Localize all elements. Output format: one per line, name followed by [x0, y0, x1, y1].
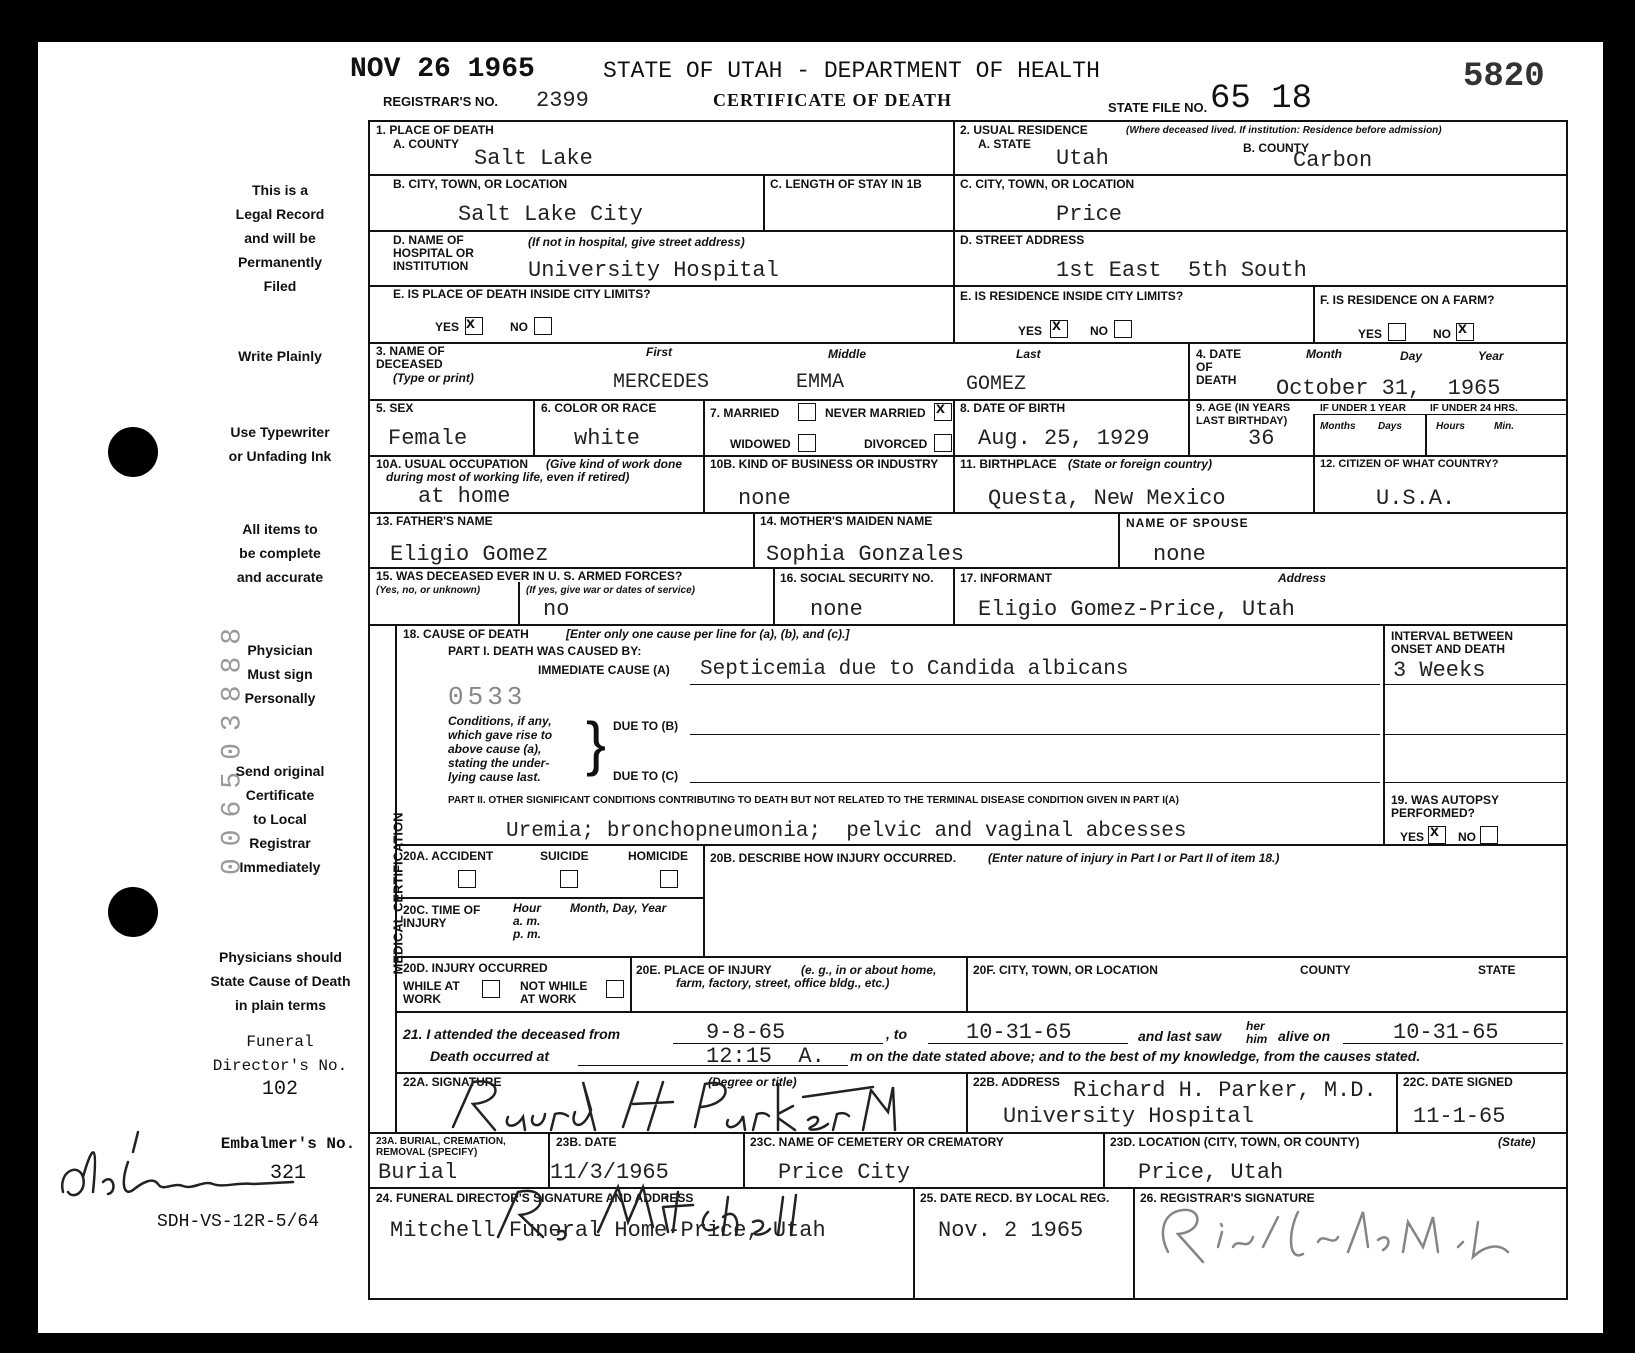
grid-line: [953, 567, 955, 624]
funeral-director-label: Funeral Director's No.: [212, 1033, 348, 1075]
label-age: 9. AGE (IN YEARS LAST BIRTHDAY): [1196, 402, 1291, 427]
check-mark: x: [1430, 823, 1439, 840]
state-file-label: STATE FILE NO.: [1108, 100, 1208, 115]
vertical-serial-number: 006503888: [217, 615, 249, 876]
label-citizen: 12. CITIZEN OF WHAT COUNTRY?: [1320, 458, 1499, 470]
value-phys-address: University Hospital: [1003, 1104, 1254, 1129]
label-due-to-b: DUE TO (B): [613, 719, 679, 733]
label-death-occurred-at: Death occurred at: [430, 1048, 550, 1064]
label-address: Address: [1278, 571, 1327, 585]
checkbox-res-inside-no[interactable]: [1114, 320, 1132, 338]
label-middle: Middle: [828, 347, 866, 361]
label-months: Months: [1320, 421, 1356, 432]
label-date-received: 25. DATE RECD. BY LOCAL REG.: [920, 1191, 1110, 1205]
label-homicide: HOMICIDE: [628, 849, 688, 863]
grid-line: [690, 684, 1380, 685]
embalmer-no: 321: [269, 1162, 306, 1185]
value-occupation: at home: [418, 484, 511, 509]
value-father: Eligio Gomez: [390, 542, 549, 567]
label-race: 6. COLOR OR RACE: [541, 401, 657, 415]
value-city: Salt Lake City: [458, 202, 643, 227]
grid-line: [1313, 285, 1315, 342]
value-attended-from: 9-8-65: [706, 1020, 786, 1045]
value-citizen: U.S.A.: [1376, 486, 1456, 511]
label-farm: F. IS RESIDENCE ON A FARM?: [1320, 293, 1495, 307]
sidebar-send-original: Send original Certificate to Local Registrar Immediately: [235, 763, 325, 875]
punch-hole-top: [108, 427, 158, 477]
grid-line: [966, 1072, 968, 1132]
value-street: 1st East 5th South: [1056, 258, 1307, 283]
grid-line: [368, 512, 1568, 514]
grid-line: [1313, 455, 1315, 512]
label-month-day-year: Month, Day, Year: [570, 901, 667, 915]
label-location-state: (State): [1498, 1135, 1536, 1149]
form-number: SDH-VS-12R-5/64: [156, 1212, 320, 1232]
value-interval-a: 3 Weeks: [1393, 658, 1486, 683]
sidebar-physician-sign: Physician Must sign Personally: [244, 642, 316, 706]
physician-signature: [433, 1072, 903, 1142]
sidebar-legal-record: This is a Legal Record and will be Permanently Filed: [235, 182, 325, 294]
label-business: 10B. KIND OF BUSINESS OR INDUSTRY: [710, 457, 939, 471]
grid-line: [368, 174, 1568, 176]
label-injury-city: 20F. CITY, TOWN, OR LOCATION: [973, 963, 1158, 977]
label-interval: INTERVAL BETWEEN ONSET AND DEATH: [1391, 629, 1514, 656]
label-no: NO: [510, 320, 528, 334]
label-conditions: Conditions, if any, which gave rise to above cause (a), stating the under- lying cause last.: [448, 714, 553, 784]
label-not-while-at-work: NOT WHILE AT WORK: [520, 979, 588, 1006]
grid-line: [368, 230, 1568, 232]
embalmer-label: Embalmer's No.: [220, 1135, 356, 1153]
label-day: Day: [1400, 349, 1423, 363]
value-birth-date: Aug. 25, 1929: [978, 426, 1150, 451]
label-married: 7. MARRIED: [710, 406, 780, 420]
value-first-name: MERCEDES: [613, 371, 710, 394]
label-divorced: DIVORCED: [864, 437, 928, 451]
label-res-state: A. STATE: [978, 137, 1031, 151]
grid-line: [1188, 342, 1190, 399]
label-mother: 14. MOTHER'S MAIDEN NAME: [760, 514, 933, 528]
label-widowed: WIDOWED: [730, 437, 791, 451]
label-ssn: 16. SOCIAL SECURITY NO.: [780, 571, 934, 585]
grid-line: [368, 120, 370, 1300]
label-autopsy: 19. WAS AUTOPSY PERFORMED?: [1391, 793, 1499, 820]
grid-line: [773, 567, 775, 624]
label-county: A. COUNTY: [393, 137, 459, 151]
checkbox-while-at-work[interactable]: [482, 980, 500, 998]
grid-line: [1383, 734, 1566, 735]
grid-line: [1425, 414, 1427, 455]
label-funeral-director: 24. FUNERAL DIRECTOR'S SIGNATURE AND ADDRESS: [376, 1191, 694, 1205]
value-cemetery: Price City: [778, 1160, 911, 1185]
grid-line: [630, 956, 632, 1011]
grid-line: [368, 1298, 1568, 1300]
label-date-of-death: 4. DATE OF DEATH: [1196, 347, 1242, 387]
registrar-signature: [1138, 1192, 1558, 1272]
label-place-of-death: 1. PLACE OF DEATH: [376, 123, 494, 137]
checkbox-death-inside-no[interactable]: [534, 317, 552, 335]
grid-line: [690, 734, 1380, 735]
label-yes: YES: [1400, 830, 1425, 844]
label-date-of-birth: 8. DATE OF BIRTH: [960, 401, 1066, 415]
label-yes: YES: [1018, 324, 1043, 338]
value-race: white: [574, 426, 641, 451]
sidebar-typewriter: Use Typewriter or Unfading Ink: [228, 424, 332, 464]
label-to: , to: [886, 1026, 907, 1042]
label-place-of-injury: 20E. PLACE OF INJURY: [636, 963, 772, 977]
label-suicide: SUICIDE: [540, 849, 589, 863]
label-injury-state: STATE: [1478, 963, 1516, 977]
label-street: D. STREET ADDRESS: [960, 233, 1085, 247]
label-burial: 23A. BURIAL, CREMATION, REMOVAL (SPECIFY): [376, 1136, 506, 1158]
label-attended-from: 21. I attended the deceased from: [403, 1026, 621, 1042]
label-no: NO: [1433, 327, 1451, 341]
label-never-married: NEVER MARRIED: [825, 406, 926, 420]
label-alive-on: alive on: [1278, 1028, 1331, 1044]
label-place-of-injury-note: (e. g., in or about home, farm, factory, street, office bldg., etc.): [676, 963, 937, 990]
label-no: NO: [1458, 830, 1476, 844]
label-part-1: PART I. DEATH WAS CAUSED BY:: [448, 644, 642, 658]
label-father: 13. FATHER'S NAME: [376, 514, 493, 528]
label-occupation: 10A. USUAL OCCUPATION: [376, 457, 529, 471]
checkbox-accident[interactable]: [458, 870, 476, 888]
label-spouse: NAME OF SPOUSE: [1126, 516, 1249, 530]
value-mother: Sophia Gonzales: [766, 542, 965, 567]
grid-line: [368, 120, 1568, 122]
sidebar-physicians-cause: Physicians should State Cause of Death in plain terms: [210, 949, 351, 1013]
funeral-director-no: 102: [261, 1078, 298, 1101]
label-degree: (Degree or title): [708, 1075, 797, 1089]
label-year: Year: [1478, 349, 1504, 363]
grid-line: [1133, 1187, 1135, 1298]
checkbox-suicide[interactable]: [560, 870, 578, 888]
value-burial-date: 11/3/1965: [550, 1160, 669, 1185]
label-armed-forces: 15. WAS DECEASED EVER IN U. S. ARMED FORCES?: [376, 569, 683, 583]
label-armed-note-2: (If yes, give war or dates of service): [526, 585, 695, 596]
grid-line: [703, 399, 705, 455]
value-birthplace: Questa, New Mexico: [988, 486, 1226, 511]
grid-line: [1118, 512, 1120, 567]
checkbox-widowed[interactable]: [798, 434, 816, 452]
label-injury-occurred: 20D. INJURY OCCURRED: [403, 961, 548, 975]
label-res-county: B. COUNTY: [1243, 141, 1309, 155]
sidebar-all-items: All items to be complete and accurate: [236, 521, 324, 585]
label-immediate-cause: IMMEDIATE CAUSE (A): [538, 663, 670, 677]
grid-line: [1566, 120, 1568, 1300]
grid-line: [533, 399, 535, 455]
label-usual-residence: 2. USUAL RESIDENCE: [960, 123, 1088, 137]
grid-line: [703, 455, 705, 512]
label-last-saw: and last saw: [1138, 1028, 1222, 1044]
value-hospital: University Hospital: [528, 258, 779, 283]
registrar-label: REGISTRAR'S NO.: [383, 94, 499, 109]
checkbox-divorced[interactable]: [934, 434, 952, 452]
label-hour-am-pm: Hour a. m. p. m.: [513, 901, 542, 941]
value-date-received: Nov. 2 1965: [938, 1218, 1084, 1243]
certificate-title: CERTIFICATE OF DEATH: [713, 90, 953, 110]
label-residence-note: (Where deceased lived. If institution: Residence before admission): [1126, 125, 1442, 136]
medical-certification-label: MEDICAL CERTIFICATION: [390, 812, 406, 975]
bracket: }: [586, 710, 607, 777]
label-cemetery: 23C. NAME OF CEMETERY OR CREMATORY: [750, 1135, 1004, 1149]
label-name-of-deceased: 3. NAME OF DECEASED: [376, 344, 445, 371]
embalmer-signature: [43, 1122, 303, 1212]
label-injury-how: 20B. DESCRIBE HOW INJURY OCCURRED.: [710, 851, 957, 865]
punch-hole-bottom: [108, 887, 158, 937]
grid-line: [1103, 1132, 1105, 1187]
grid-line: [763, 174, 765, 230]
label-min: Min.: [1494, 421, 1514, 432]
checkbox-married[interactable]: [798, 403, 816, 421]
value-location: Price, Utah: [1138, 1160, 1284, 1185]
checkbox-not-while-at-work[interactable]: [606, 980, 624, 998]
checkbox-homicide[interactable]: [660, 870, 678, 888]
label-last: Last: [1016, 347, 1041, 361]
label-burial-date: 23B. DATE: [556, 1135, 617, 1149]
state-title: STATE OF UTAH - DEPARTMENT OF HEALTH: [603, 58, 1100, 84]
label-under-24-hrs: IF UNDER 24 HRS.: [1430, 403, 1518, 414]
label-due-to-c: DUE TO (C): [613, 769, 679, 783]
label-days: Days: [1378, 421, 1402, 432]
value-death-date: October 31, 1965: [1276, 376, 1501, 401]
label-cause-note: [Enter only one cause per line for (a), (b), and (c).]: [566, 627, 850, 641]
value-phys-name: Richard H. Parker, M.D.: [1073, 1078, 1377, 1103]
check-mark: x: [936, 400, 945, 417]
label-occupation-note: (Give kind of work done during most of working life, even if retired): [386, 457, 683, 484]
label-cause-of-death: 18. CAUSE OF DEATH: [403, 627, 529, 641]
grid-line: [1383, 684, 1566, 685]
value-last-seen: 10-31-65: [1393, 1020, 1499, 1045]
label-first: First: [646, 345, 673, 359]
value-burial: Burial: [378, 1160, 458, 1185]
label-informant: 17. INFORMANT: [960, 571, 1053, 585]
checkbox-farm-yes[interactable]: [1388, 323, 1406, 341]
label-month: Month: [1306, 347, 1342, 361]
registrar-no: 2399: [536, 88, 589, 113]
checkbox-autopsy-no[interactable]: [1480, 826, 1498, 844]
label-while-at-work: WHILE AT WORK: [403, 979, 460, 1006]
label-armed-note-1: (Yes, no, or unknown): [376, 585, 481, 596]
label-hours: Hours: [1436, 421, 1465, 432]
label-date-signed: 22C. DATE SIGNED: [1403, 1075, 1513, 1089]
value-funeral-home: Mitchell Funeral Home-Price, Utah: [390, 1218, 826, 1243]
value-cause-a: Septicemia due to Candida albicans: [700, 658, 1129, 681]
grid-line: [518, 582, 520, 624]
label-yes: YES: [1358, 327, 1383, 341]
grid-line: [395, 897, 703, 899]
value-res-county: Carbon: [1293, 148, 1373, 173]
label-injury-county: COUNTY: [1300, 963, 1351, 977]
grid-line: [395, 844, 1566, 846]
grid-line: [368, 342, 1568, 344]
value-death-time: 12:15 A.: [706, 1044, 825, 1069]
value-middle-name: EMMA: [796, 371, 845, 394]
sidebar-write-plainly: Write Plainly: [238, 348, 322, 364]
label-yes: YES: [435, 320, 460, 334]
value-last-name: GOMEZ: [966, 373, 1027, 396]
label-registrar-signature: 26. REGISTRAR'S SIGNATURE: [1140, 1191, 1315, 1205]
value-spouse: none: [1153, 542, 1206, 567]
grid-line: [913, 1187, 915, 1298]
value-cause-code: 0533: [448, 682, 527, 712]
value-date-signed: 11-1-65: [1413, 1104, 1506, 1129]
value-res-state: Utah: [1056, 146, 1109, 171]
value-informant: Eligio Gomez-Price, Utah: [978, 597, 1295, 622]
value-armed-forces: no: [543, 597, 570, 622]
grid-line: [1383, 782, 1566, 783]
label-no: NO: [1090, 324, 1108, 338]
label-under-1-year: IF UNDER 1 YEAR: [1320, 403, 1406, 414]
grid-line: [703, 844, 705, 956]
label-sex: 5. SEX: [376, 401, 414, 415]
check-mark: x: [1052, 317, 1061, 334]
value-county: Salt Lake: [474, 146, 593, 171]
label-res-inside-city: E. IS RESIDENCE INSIDE CITY LIMITS?: [960, 289, 1184, 303]
grid-line: [1188, 399, 1190, 455]
label-birthplace-note: (State or foreign country): [1068, 457, 1213, 471]
label-her-him: her him: [1246, 1019, 1268, 1046]
value-age: 36: [1248, 426, 1275, 451]
check-mark: x: [466, 315, 475, 332]
label-injury-how-note: (Enter nature of injury in Part I or Part II of item 18.): [988, 851, 1280, 865]
label-hospital: D. NAME OF HOSPITAL OR INSTITUTION: [393, 233, 474, 273]
check-mark: x: [1458, 320, 1467, 337]
value-attended-to: 10-31-65: [966, 1020, 1072, 1045]
grid-line: [395, 956, 1566, 958]
label-res-city: C. CITY, TOWN, OR LOCATION: [960, 177, 1135, 191]
grid-line: [368, 624, 1568, 626]
label-location: 23D. LOCATION (CITY, TOWN, OR COUNTY): [1110, 1135, 1360, 1149]
label-length-of-stay: C. LENGTH OF STAY IN 1B: [770, 177, 922, 191]
grid-line: [395, 1011, 1566, 1013]
corner-number: 5820: [1463, 58, 1545, 96]
label-accident: 20A. ACCIDENT: [403, 849, 494, 863]
label-death-inside-city: E. IS PLACE OF DEATH INSIDE CITY LIMITS?: [393, 287, 651, 301]
funeral-director-signature: [478, 1177, 838, 1247]
certificate-paper: [38, 42, 1603, 1333]
label-occurred-tail: m on the date stated above; and to the best of my knowledge, from the causes stated.: [850, 1048, 1421, 1064]
grid-line: [1313, 414, 1315, 455]
grid-line: [1396, 1072, 1398, 1132]
grid-line: [690, 782, 1380, 783]
date-stamp: NOV 26 1965: [350, 54, 535, 85]
value-sex: Female: [388, 426, 468, 451]
value-part-2: Uremia; bronchopneumonia; pelvic and vaginal abcesses: [506, 820, 1187, 843]
grid-line: [753, 512, 755, 567]
label-birthplace: 11. BIRTHPLACE: [960, 457, 1057, 471]
value-ssn: none: [810, 597, 863, 622]
label-signature: 22A. SIGNATURE: [403, 1075, 502, 1089]
label-phys-address: 22B. ADDRESS: [973, 1075, 1060, 1089]
state-file-no: 65 18: [1210, 80, 1313, 118]
label-city: B. CITY, TOWN, OR LOCATION: [393, 177, 568, 191]
label-time-of-injury: 20C. TIME OF INJURY: [403, 903, 481, 930]
label-type-or-print: (Type or print): [393, 371, 474, 385]
grid-line: [966, 956, 968, 1011]
value-business: none: [738, 486, 791, 511]
label-hospital-note: (If not in hospital, give street address): [528, 235, 745, 249]
label-part-2: PART II. OTHER SIGNIFICANT CONDITIONS CONTRIBUTING TO DEATH BUT NOT RELATED TO THE TERMINAL DISEASE CONDITION GIVEN IN PART I(A): [448, 795, 1179, 806]
value-res-city: Price: [1056, 202, 1123, 227]
